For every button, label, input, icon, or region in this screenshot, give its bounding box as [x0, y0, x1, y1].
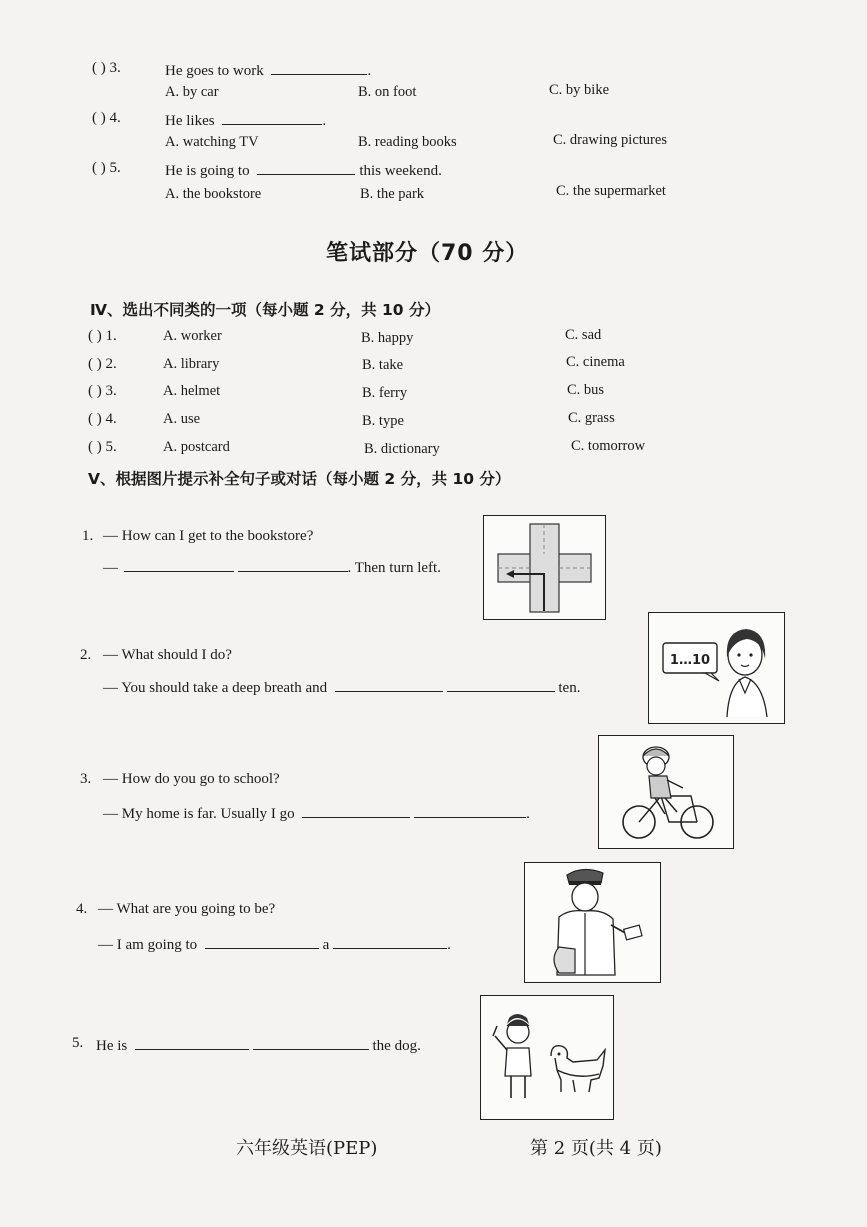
- option-b[interactable]: B. the park: [360, 186, 425, 202]
- written-part-title: 笔试部分（70 分）: [326, 241, 529, 266]
- option-c[interactable]: C. cinema: [566, 354, 625, 370]
- option-a[interactable]: A. use: [163, 411, 201, 427]
- option-c[interactable]: C. by bike: [549, 82, 610, 98]
- item-number: ( ) 5.: [88, 439, 117, 455]
- answer-blank[interactable]: [135, 1035, 249, 1050]
- item-number: ( ) 2.: [88, 356, 117, 372]
- dialogue-answer: — My home is far. Usually I go .: [103, 803, 530, 823]
- option-b[interactable]: B. take: [362, 357, 404, 373]
- crossroads-map-icon: [483, 515, 606, 620]
- option-c[interactable]: C. tomorrow: [571, 438, 646, 454]
- fill-in-line: He is the dog.: [96, 1035, 421, 1055]
- answer-blank[interactable]: [238, 557, 348, 572]
- footer-course-label: 六年级英语(PEP): [236, 1138, 378, 1159]
- option-b[interactable]: B. reading books: [358, 134, 457, 150]
- dialogue-line: — What are you going to be?: [98, 901, 276, 917]
- option-a[interactable]: A. the bookstore: [165, 186, 262, 202]
- option-c[interactable]: C. grass: [568, 410, 615, 426]
- option-a[interactable]: A. library: [163, 356, 220, 372]
- speech-bubble-text: 1…10: [669, 653, 711, 668]
- question-number: 2.: [80, 647, 92, 663]
- answer-blank[interactable]: [302, 803, 410, 818]
- dialogue-answer: — . Then turn left.: [103, 557, 441, 577]
- answer-blank[interactable]: [271, 60, 367, 75]
- answer-blank[interactable]: [335, 677, 443, 692]
- question-number: 4.: [76, 901, 88, 917]
- answer-blank[interactable]: [205, 934, 319, 949]
- boy-on-bike-icon: [598, 735, 734, 849]
- answer-blank[interactable]: [222, 110, 322, 125]
- answer-blank[interactable]: [414, 803, 526, 818]
- answer-blank[interactable]: [257, 160, 355, 175]
- dialogue-answer: — I am going to a .: [98, 934, 451, 954]
- question-number: ( ) 3.: [92, 60, 121, 76]
- section-5-heading: Ⅴ、根据图片提示补全句子或对话（每小题 2 分，共 10 分）: [88, 470, 511, 488]
- question-number: ( ) 4.: [92, 110, 121, 126]
- option-b[interactable]: B. happy: [361, 330, 414, 346]
- dialogue-line: — How can I get to the bookstore?: [103, 528, 314, 544]
- option-c[interactable]: C. drawing pictures: [553, 132, 667, 148]
- option-a[interactable]: A. helmet: [163, 383, 221, 399]
- dialogue-line: — How do you go to school?: [103, 771, 280, 787]
- option-b[interactable]: B. dictionary: [364, 441, 440, 457]
- answer-blank[interactable]: [124, 557, 234, 572]
- option-b[interactable]: B. ferry: [362, 385, 408, 401]
- option-c[interactable]: C. sad: [565, 327, 602, 343]
- option-b[interactable]: B. type: [362, 413, 404, 429]
- option-c[interactable]: C. the supermarket: [556, 183, 666, 199]
- dialogue-answer: — You should take a deep breath and ten.: [103, 677, 580, 697]
- option-b[interactable]: B. on foot: [358, 84, 417, 100]
- question-number: 3.: [80, 771, 92, 787]
- woman-counting-icon: [648, 612, 785, 724]
- question-stem: He is going to this weekend.: [165, 160, 442, 180]
- option-a[interactable]: A. watching TV: [165, 134, 259, 150]
- item-number: ( ) 3.: [88, 383, 117, 399]
- answer-blank[interactable]: [333, 934, 447, 949]
- postman-icon: [524, 862, 661, 983]
- boy-and-dog-icon: [480, 995, 614, 1120]
- option-c[interactable]: C. bus: [567, 382, 605, 398]
- option-a[interactable]: A. postcard: [163, 439, 230, 455]
- answer-blank[interactable]: [447, 677, 555, 692]
- section-4-heading: Ⅳ、选出不同类的一项（每小题 2 分，共 10 分）: [90, 301, 440, 319]
- option-a[interactable]: A. by car: [165, 84, 219, 100]
- question-number: ( ) 5.: [92, 160, 121, 176]
- item-number: ( ) 1.: [88, 328, 117, 344]
- item-number: ( ) 4.: [88, 411, 117, 427]
- option-a[interactable]: A. worker: [163, 328, 222, 344]
- question-number: 5.: [72, 1035, 84, 1051]
- answer-blank[interactable]: [253, 1035, 369, 1050]
- question-number: 1.: [82, 528, 94, 544]
- question-stem: He goes to work .: [165, 60, 371, 80]
- question-stem: He likes .: [165, 110, 326, 130]
- dialogue-line: — What should I do?: [103, 647, 232, 663]
- footer-page-number: 第 2 页(共 4 页): [530, 1138, 662, 1159]
